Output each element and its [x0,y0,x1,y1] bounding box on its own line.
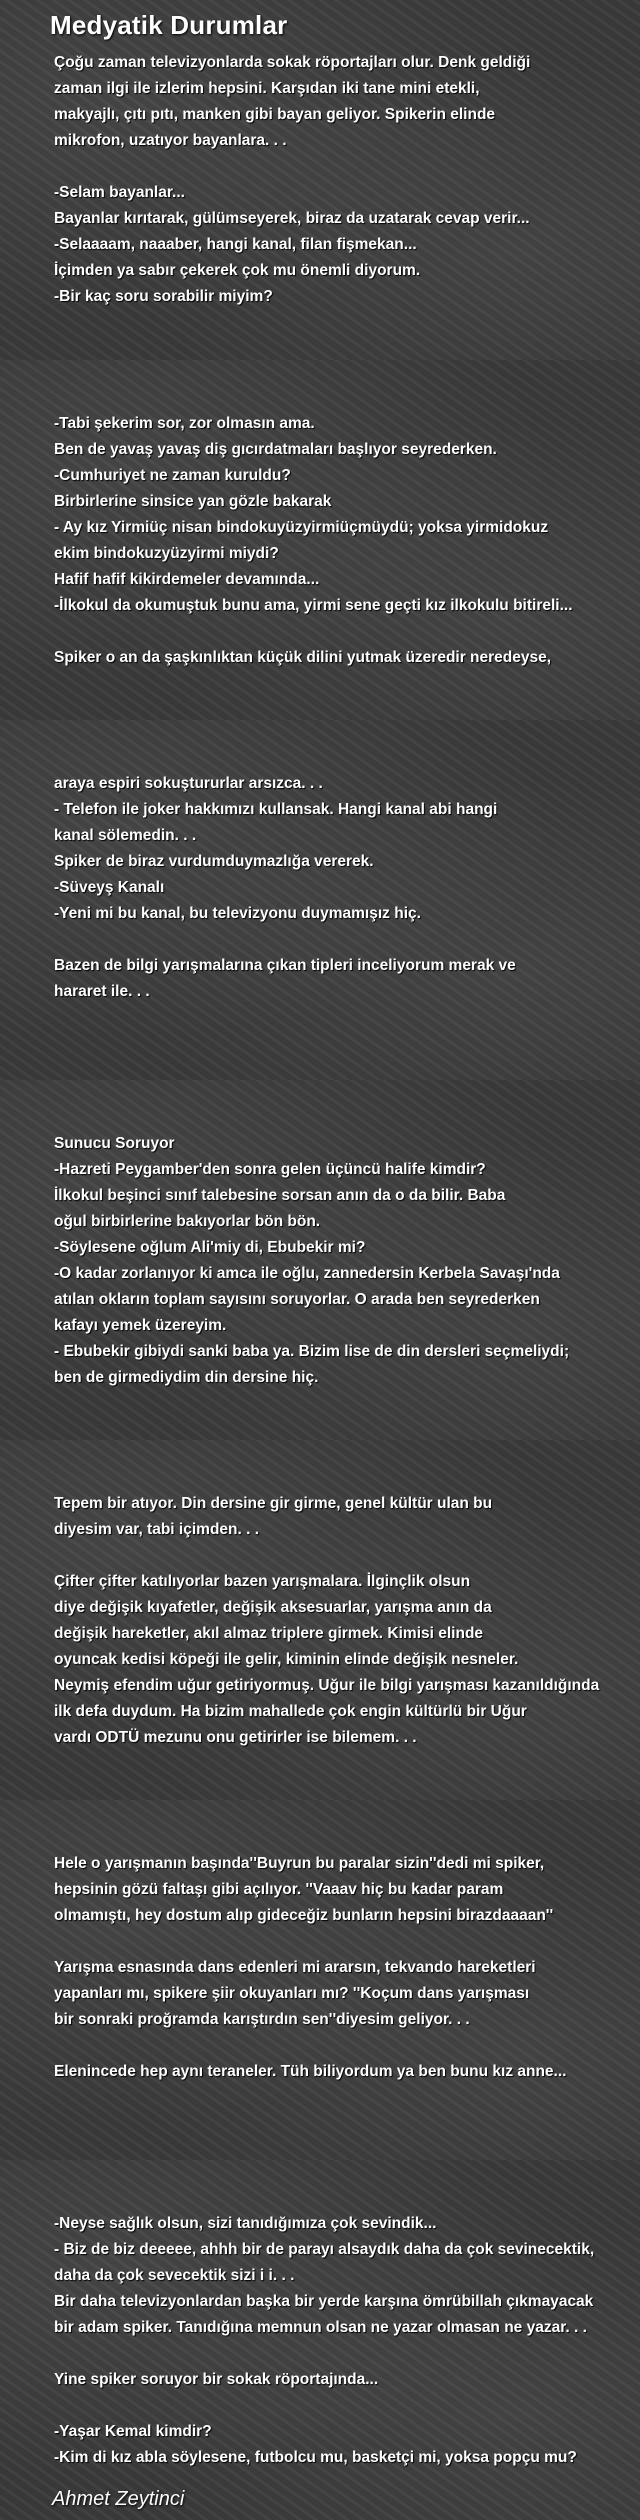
stanza-1: Çoğu zaman televizyonlarda sokak röportajları olur. Denk geldiği zaman ilgi ile izlerim hepsini. Karşıdan iki tane mini etekli, makyajlı, çıtı pıtı, manken gibi bayan geliyor. Spikerin elinde mikrofon, uzatıyor bayanlara. . . -Selam bayanlar... Bayanlar kırıtarak, gülümseyerek, biraz da uzatarak cevap verir... -Selaaaam, naaaber, hangi kanal, filan fişmekan... İçimden ya sabır çekerek çok mu önemli diyorum. -Bir kaç soru sorabilir miyim? [54,54,531,305]
stanza-6: Hele o yarışmanın başında''Buyrun bu paralar sizin''dedi mi spiker, hepsinin gözü faltaşı gibi açılıyor. ''Vaaav hiç bu kadar param olmamıştı, hey dostum alıp gideceğiz bunların hepsini birazdaaaan'' Yarışma esnasında dans edenleri mi ararsın, tekvando hareketleri yapanları mı, spikere şiir okuyanları mı? ''Koçum dans yarışması bir sonraki proğramda karıştırdın sen''diyesim geliyor. . . Elenincede hep aynı teraneler. Tüh biliyordum ya ben bunu kız anne... [54,1855,567,2080]
stanza-2: -Tabi şekerim sor, zor olmasın ama. Ben de yavaş yavaş diş gıcırdatmaları başlıyor seyrederken. -Cumhuriyet ne zaman kuruldu? Birbirlerine sinsice yan gözle bakarak - Ay kız Yirmiüç nisan bindokuyüzyirmiüçmüydü; yoksa yirmidokuz ekim bindokuzyüzyirmi miydi? Hafif hafif kikirdemeler devamında... -İlkokul da okumuştuk bunu ama, yirmi sene geçti kız ilkokulu bitireli... Spiker o an da şaşkınlıktan küçük dilini yutmak üzeredir neredeyse, [54,415,573,666]
poem-title: Medyatik Durumlar [50,10,288,40]
stanza-3: araya espiri sokuştururlar arsızca. . . - Telefon ile joker hakkımızı kullansak. Hangi kanal abi hangi kanal sölemedin. . . Spiker de biraz vurdumduymazlığa vererek. -Süveyş Kanalı -Yeni mi bu kanal, bu televizyonu duymamışız hiç. Bazen de bilgi yarışmalarına çıkan tipleri inceliyorum merak ve hararet ile. . . [54,775,516,1000]
stanza-5: Tepem bir atıyor. Din dersine gir girme, genel kültür ulan bu diyesim var, tabi içimden. . . Çifter çifter katılıyorlar bazen yarışmalara. İlginçlik olsun diye değişik kıyafetler, değişik aksesuarlar, yarışma anın da değişik hareketler, akıl almaz triplere girmek. Kimisi elinde oyuncak kedisi köpeği ile gelir, kiminin elinde değişik nesneler. Neymiş efendim uğur getiriyormuş. Uğur ile bilgi yarışması kazanıldığında ilk defa duydum. Ha bizim mahallede çok engin kültürlü bir Uğur vardı ODTÜ mezunu onu getirirler ise bilemem. . . [54,1495,600,1746]
stanza-7: -Neyse sağlık olsun, sizi tanıdığımıza çok sevindik... - Biz de biz deeeee, ahhh bir de parayı alsaydık daha da çok sevinecektik, daha da çok sevecektik sizi i i. . . Bir daha televizyonlardan başka bir yerde karşına ömrübillah çıkmayacak bir adam spiker. Tanıdığına memnun olsan ne yazar olmasan ne yazar. . . Yine spiker soruyor bir sokak röportajında... -Yaşar Kemal kimdir? -Kim di kız abla söylesene, futbolcu mu, basketçi mi, yoksa popçu mu? [54,2215,595,2466]
poem-author: Ahmet Zeytinci [52,2488,185,2510]
stanza-4: Sunucu Soruyor -Hazreti Peygamber'den sonra gelen üçüncü halife kimdir? İlkokul beşinci sınıf talebesine sorsan anın da o da bilir. Baba oğul birbirlerine bakıyorlar bön bön. -Söylesene oğlum Ali'miy di, Ebubekir mi? -O kadar zorlanıyor ki amca ile oğlu, zannedersin Kerbela Savaşı'nda atılan okların toplam sayısını soruyorlar. O arada ben seyrederken kafayı yemek üzereyim. - Ebubekir gibiydi sanki baba ya. Bizim lise de din dersleri seçmeliydi; ben de girmediydim din dersine hiç. [54,1135,570,1386]
